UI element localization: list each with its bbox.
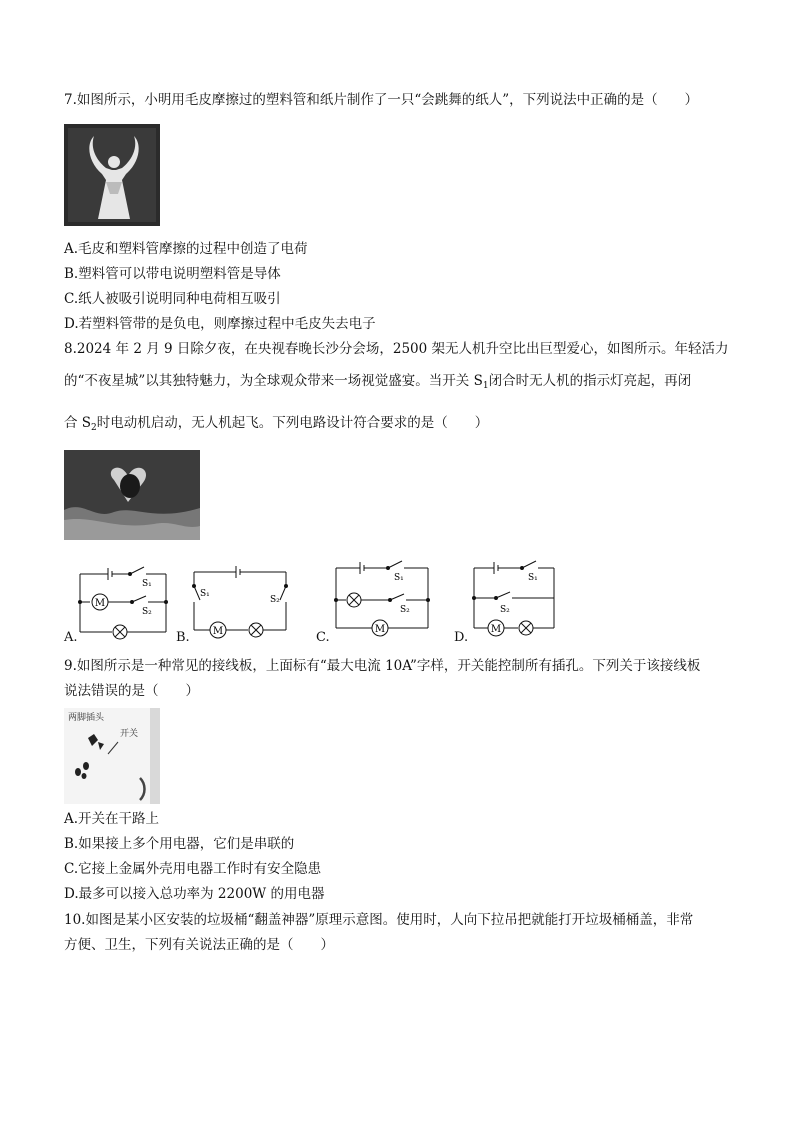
drone-heart-photo (64, 450, 200, 540)
svg-text:S₂: S₂ (400, 605, 410, 615)
q7-option-c: C.纸人被吸引说明同种电荷相互吸引 (64, 291, 281, 307)
q10-line-2: 方便、卫生，下列有关说法正确的是（ ） (64, 937, 334, 953)
circuit-label-b: B. (176, 630, 190, 645)
svg-text:M: M (212, 626, 224, 637)
q7-stem: 7.如图所示，小明用毛皮摩擦过的塑料管和纸片制作了一只“会跳舞的纸人”，下列说法中正确的是（ ） (64, 92, 699, 108)
q9-line-2: 说法错误的是（ ） (64, 683, 199, 699)
circuit-label-d: D. (454, 630, 469, 645)
svg-text:M: M (374, 624, 386, 635)
circuit-label-a: A. (64, 630, 78, 645)
circuit-option-a (74, 562, 170, 642)
switch-label-s2: S₂ (142, 607, 152, 617)
q9-option-d: D.最多可以接入总功率为 2200W 的用电器 (64, 886, 325, 902)
switch-label-s1: S₁ (142, 579, 152, 589)
circuit-option-b (186, 560, 296, 642)
q10-line-1: 10.如图是某小区安装的垃圾桶“翻盖神器”原理示意图。使用时，人向下拉吊把就能打开垃圾桶桶盖，非常 (64, 912, 694, 928)
circuit-option-d (468, 556, 560, 642)
photo-text-plug: 两脚插头 (68, 713, 105, 723)
circuit-label-c: C. (316, 630, 330, 645)
dancing-paper-figure-photo (64, 124, 160, 226)
svg-text:S₂: S₂ (500, 605, 510, 615)
q9-option-b: B.如果接上多个用电器，它们是串联的 (64, 836, 295, 852)
q9-line-1: 9.如图所示是一种常见的接线板，上面标有“最大电流 10A”字样，开关能控制所有插孔。下列关于该接线板 (64, 658, 701, 674)
svg-text:S₁: S₁ (394, 573, 404, 583)
q9-option-c: C.它接上金属外壳用电器工作时有安全隐患 (64, 861, 322, 877)
svg-text:S₁: S₁ (528, 573, 538, 583)
motor-label: M (94, 598, 106, 609)
photo-text-switch: 开关 (120, 729, 139, 739)
q7-option-b: B.塑料管可以带电说明塑料管是导体 (64, 266, 281, 282)
circuit-option-c (330, 556, 434, 642)
svg-text:S₁: S₁ (200, 589, 210, 599)
q7-option-d: D.若塑料管带的是负电，则摩擦过程中毛皮失去电子 (64, 316, 376, 332)
q9-option-a: A.开关在干路上 (64, 811, 160, 827)
svg-text:M: M (490, 624, 502, 635)
svg-text:S₂: S₂ (270, 595, 280, 605)
q8-line-3: 合 $S_2$时电动机启动，无人机起飞。下列电路设计符合要求的是（ ） (64, 415, 489, 433)
q8-line-2: 的“不夜星城”以其独特魅力，为全球观众带来一场视觉盛宴。当开关 $S_1$闭合时无人机的指示灯亮起，再闭 (64, 373, 692, 391)
power-strip-photo (64, 708, 160, 804)
q7-option-a: A.毛皮和塑料管摩擦的过程中创造了电荷 (64, 241, 308, 257)
q8-line-1: 8.2024 年 2 月 9 日除夕夜，在央视春晚长沙分会场，2500 架无人机升空比出巨型爱心，如图所示。年轻活力 (64, 341, 729, 357)
